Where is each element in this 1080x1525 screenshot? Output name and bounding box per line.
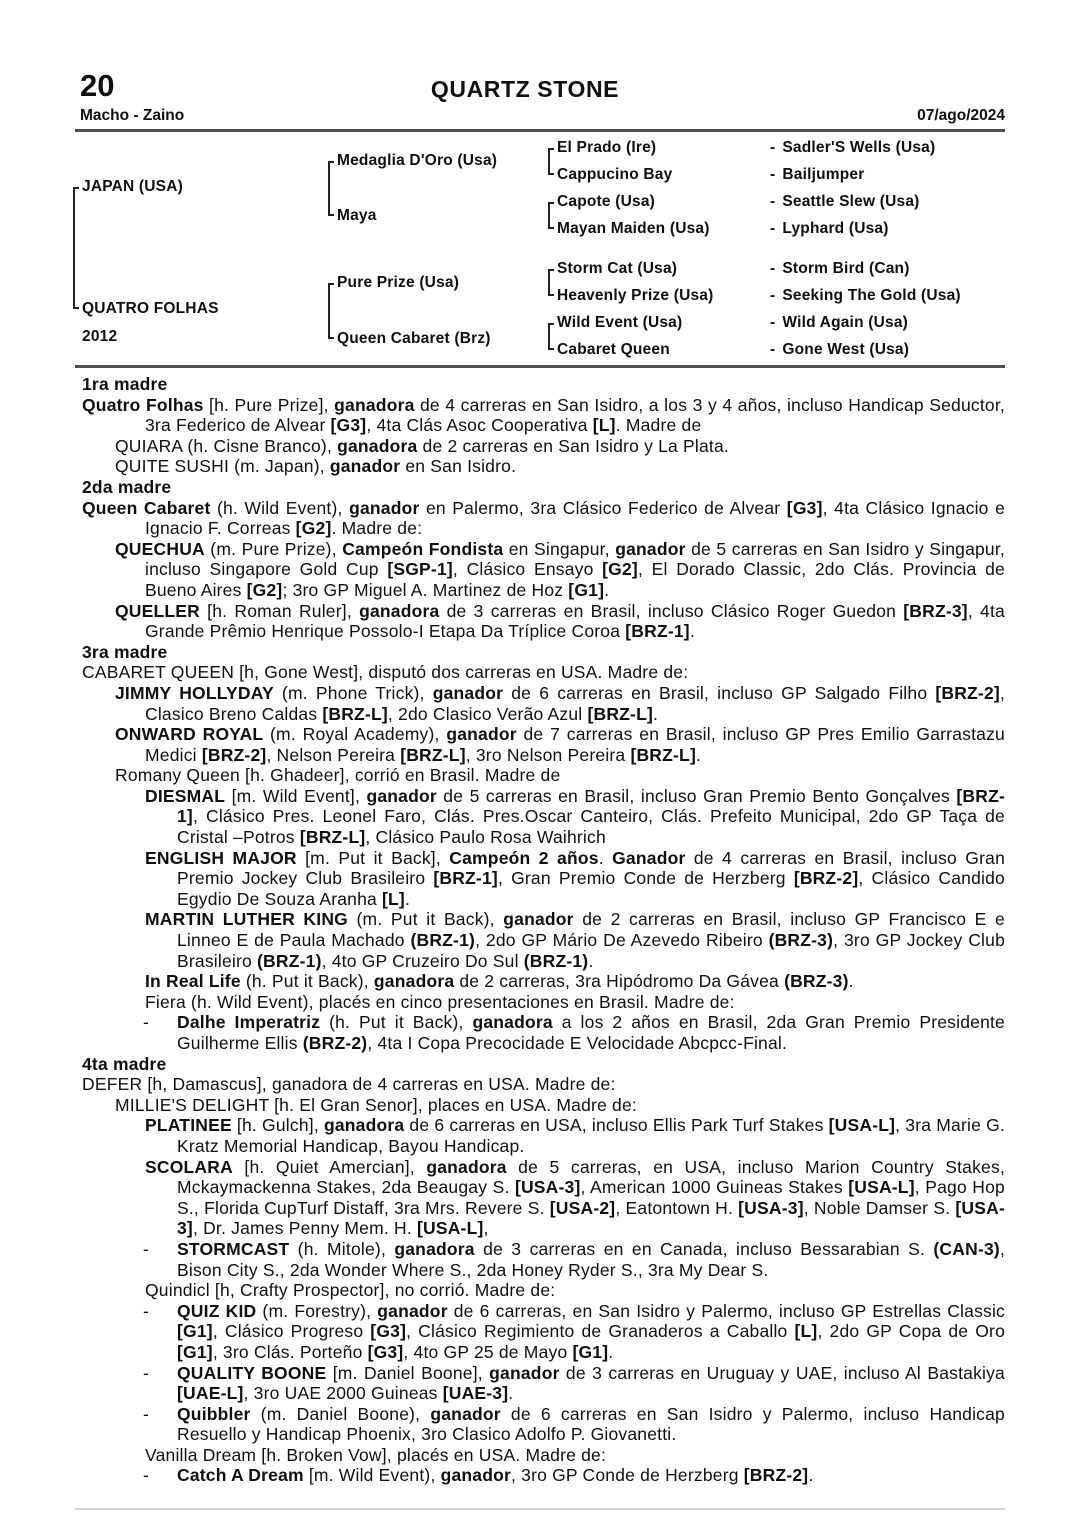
bold-text: [G3]: [370, 1321, 407, 1342]
pedigree-name: Queen Cabaret (Brz): [337, 330, 491, 347]
note-paragraph: [82, 395, 1005, 436]
text: de 5 carreras en Brasil, incluso Gran Premio Bento Gonçalves: [436, 785, 957, 806]
bold-text: [BRZ-L]: [587, 703, 653, 724]
pedigree-name-text: Seeking The Gold (Usa): [782, 287, 961, 304]
bold-text: (BRZ-1): [523, 950, 589, 971]
bold-text: (BRZ-1): [410, 930, 476, 951]
text: (m. Daniel Boone),: [250, 1403, 431, 1424]
pedigree-name-text: Sadler'S Wells (Usa): [782, 139, 936, 156]
bold-text: [BRZ-L]: [299, 827, 366, 848]
text: , 4to GP 25 de Mayo: [403, 1341, 573, 1362]
bold-text: [L]: [382, 888, 405, 909]
text: DEFER [h, Damascus], ganadora de 4 carreras en USA. Madre de:: [82, 1074, 616, 1095]
text: MILLIE'S DELIGHT [h. El Gran Senor], places en USA. Madre de:: [115, 1094, 637, 1115]
text: , Dr. James Penny Mem. H.: [192, 1218, 417, 1239]
bold-text: [BRZ-L]: [630, 744, 696, 765]
bottom-rule: [75, 1508, 1005, 1510]
bold-text: (BRZ-3): [784, 971, 849, 992]
note-paragraph: [82, 765, 1005, 786]
text: , 2do GP Mário De Azevedo Ribeiro: [475, 930, 769, 951]
text: , Pago Hop S., Florida CupTurf Distaff, 3ra Mrs. Revere S.: [177, 1177, 1005, 1218]
bold-text: [G2]: [295, 518, 332, 539]
text: a los 2 años en Brasil, 2da Gran Premio Presidente Guilherme Ellis: [177, 1012, 1005, 1053]
bold-text: ENGLISH MAJOR: [145, 847, 297, 868]
bold-text: [USA-L]: [828, 1115, 896, 1136]
note-paragraph: [82, 1465, 1005, 1486]
bold-text: (BRZ-2): [302, 1033, 368, 1053]
dash-marker: -: [143, 1300, 150, 1321]
bold-text: [USA-3]: [177, 1197, 1005, 1239]
bold-text: [BRZ-1]: [625, 621, 690, 642]
bold-text: (BRZ-3): [768, 930, 834, 951]
dash-marker: -: [143, 1403, 150, 1424]
note-paragraph: [82, 683, 1005, 724]
note-paragraph: [82, 1280, 1005, 1301]
text: [m. Put it Back],: [296, 847, 450, 868]
bold-text: ganadora: [337, 435, 418, 456]
section-heading: 4ta madre: [82, 1053, 167, 1074]
text: Quindicl [h, Crafty Prospector], no corrió. Madre de:: [145, 1280, 556, 1301]
note-paragraph: [82, 456, 1005, 477]
bold-text: [BRZ-1]: [433, 868, 498, 889]
bold-text: In Real Life: [145, 971, 241, 992]
bold-text: (CAN-3): [933, 1238, 1000, 1259]
pedigree-dash-marker: -: [770, 314, 776, 331]
pedigree-sire: JAPAN (USA): [82, 178, 183, 195]
bold-text: QUECHUA: [115, 538, 205, 559]
page-title: QUARTZ STONE: [430, 76, 620, 102]
text: , Clásico Candido Egydio De Souza Aranha: [177, 868, 1005, 909]
dash-marker: -: [143, 1238, 150, 1259]
pedigree-name-text: Storm Bird (Can): [782, 260, 910, 277]
bold-text: [USA-3]: [738, 1197, 804, 1218]
note-paragraph: [82, 1095, 1005, 1116]
bold-text: [BRZ-2]: [935, 682, 1000, 703]
text: de 3 carreras en Brasil, incluso Clásico Roger Guedon: [439, 600, 904, 621]
bold-text: SCOLARA: [145, 1156, 233, 1177]
text: [h. Pure Prize],: [203, 394, 335, 415]
text: .: [508, 1383, 514, 1404]
note-paragraph: [82, 1363, 1005, 1404]
note-paragraph: [82, 992, 1005, 1013]
pedigree-name: Cappucino Bay: [557, 166, 673, 183]
pedigree-dash-marker: -: [770, 260, 776, 277]
bold-text: [G1]: [572, 1341, 609, 1362]
gen3-bracket: [548, 202, 554, 229]
bold-text: ganador: [489, 1362, 560, 1383]
text: .: [604, 579, 610, 600]
section-heading: 2da madre: [82, 476, 172, 497]
text: , Gran Premio Conde de Herzberg: [497, 868, 794, 889]
bold-text: [UAE-L]: [177, 1383, 244, 1404]
text: , 4to GP Cruzeiro Do Sul: [321, 950, 524, 971]
dash-marker: -: [143, 1465, 150, 1486]
text: Fiera (h. Wild Event), placés en cinco presentaciones en Brasil. Madre de:: [145, 991, 735, 1012]
text: , 4ta I Copa Precocidade E Velocidade Abcpcc-Final.: [367, 1033, 788, 1053]
gen2-bracket-top: [328, 161, 334, 216]
note-paragraph: [82, 1074, 1005, 1095]
pedigree-name: [770, 260, 910, 278]
bold-text: [BRZ-1]: [177, 785, 1005, 827]
bold-text: QUIZ KID: [177, 1300, 257, 1321]
text: de 6 carreras en USA, incluso Ellis Park Turf Stakes: [404, 1115, 829, 1136]
bold-text: ganador: [446, 724, 517, 745]
text: , Clásico Progreso: [212, 1321, 371, 1342]
gen2-bracket-bottom: [328, 283, 334, 339]
text: , 4ta Clásico Ignacio e Ignacio F. Correas: [145, 497, 1006, 539]
note-paragraph: [82, 1404, 1005, 1445]
text: (h. Wild Event),: [210, 497, 350, 518]
bold-text: ganador: [615, 538, 686, 559]
pedigree-name: Heavenly Prize (Usa): [557, 287, 714, 304]
pedigree-dash-marker: -: [770, 139, 776, 156]
text: . Madre de: [615, 415, 702, 436]
bold-text: ganador: [366, 785, 437, 806]
bold-text: ganador: [329, 456, 401, 477]
pedigree-dash-marker: -: [770, 220, 776, 237]
text: , 3ro Clás. Porteño: [212, 1341, 368, 1362]
text: (h. Put it Back),: [240, 971, 374, 992]
bold-text: Quibbler: [177, 1403, 251, 1424]
text: ; 3ro GP Miguel A. Martinez de Hoz: [282, 579, 569, 600]
text: CABARET QUEEN [h, Gone West], disputó dos carreras en USA. Madre de:: [82, 662, 689, 683]
note-paragraph: [82, 909, 1005, 971]
text: , 4ta Clás Asoc Cooperativa: [366, 415, 593, 436]
text: .: [404, 888, 411, 909]
section-heading: 1ra madre: [82, 374, 168, 394]
bold-text: ganadora: [359, 600, 440, 621]
text: , 3ro Nelson Pereira: [465, 744, 631, 765]
bold-text: [SGP-1]: [387, 559, 453, 580]
bold-text: [L]: [592, 415, 616, 436]
text: (m. Put it Back),: [348, 909, 504, 930]
text: .: [848, 971, 854, 992]
text: [h. Gulch],: [231, 1115, 324, 1136]
text: Romany Queen [h. Ghadeer], corrió en Brasil. Madre de: [115, 765, 561, 786]
bold-text: [USA-L]: [416, 1218, 484, 1239]
note-paragraph: [82, 436, 1005, 457]
bold-text: QUALITY BOONE: [177, 1362, 327, 1383]
note-paragraph: [82, 971, 1005, 992]
bold-text: ganadora: [394, 1238, 475, 1259]
note-paragraph: [82, 1301, 1005, 1363]
text: en San Isidro.: [400, 456, 517, 477]
pedigree-name: [770, 341, 909, 359]
bold-text: [G2]: [602, 559, 638, 580]
text: Vanilla Dream [h. Broken Vow], placés en USA. Madre de:: [145, 1444, 607, 1465]
bold-text: MARTIN LUTHER KING: [145, 909, 348, 930]
bold-text: ganador: [377, 1300, 448, 1321]
text: (m. Pure Prize),: [204, 538, 343, 559]
birth-date: 07/ago/2024: [917, 107, 1005, 124]
pedigree-name: El Prado (Ire): [557, 139, 657, 156]
text: [m. Wild Event),: [303, 1465, 441, 1486]
pedigree-name-text: Wild Again (Usa): [782, 314, 909, 331]
text: , 2do GP Copa de Oro: [817, 1321, 1006, 1342]
bold-text: Campeón Fondista: [342, 538, 504, 559]
text: .: [598, 847, 613, 868]
text: . Madre de:: [331, 518, 423, 539]
bold-text: STORMCAST: [177, 1238, 290, 1259]
text: , Bison City S., 2da Wonder Where S., 2da Honey Ryder S., 3ra My Dear S.: [177, 1238, 1005, 1280]
note-paragraph: [82, 1012, 1005, 1053]
note-paragraph: [82, 498, 1005, 539]
pedigree-name-text: Lyphard (Usa): [782, 220, 889, 237]
bold-text: ganadora: [334, 394, 415, 415]
pedigree-name: Pure Prize (Usa): [337, 274, 460, 291]
pedigree-notes: [82, 374, 1005, 1486]
text: en Singapur,: [503, 538, 616, 559]
bold-text: [G3]: [330, 415, 367, 436]
bold-text: QUELLER: [115, 600, 201, 621]
bold-text: JIMMY HOLLYDAY: [115, 682, 274, 703]
pedigree-dam-year: 2012: [82, 328, 118, 345]
text: , 4ta Grande Prêmio Henrique Possolo-I Etapa Da Tríplice Coroa: [145, 600, 1005, 642]
text: (m. Royal Academy),: [263, 724, 447, 745]
text: .: [695, 744, 702, 765]
text: de 6 carreras en San Isidro y Palermo, incluso Handicap Resuello y Handicap Phoenix, 3ro Clasico Adolfo P. Giovanetti.: [177, 1403, 1005, 1445]
text: de 4 carreras en San Isidro, a los 3 y 4 años, incluso Handicap Seductor, 3ra Federico de Alvear: [145, 394, 1005, 436]
text: de 2 carreras en Brasil, incluso GP Francisco E e Linneo E de Paula Machado: [177, 909, 1005, 951]
text: , Eatontown H.: [615, 1197, 739, 1218]
text: .: [808, 1465, 814, 1486]
pedigree-table: [0, 132, 1080, 365]
bold-text: Ganador: [612, 847, 686, 868]
bold-text: ganadora: [472, 1012, 553, 1033]
note-paragraph: [82, 1157, 1005, 1239]
bold-text: [UAE-3]: [442, 1383, 509, 1404]
text: QUIARA (h. Cisne Branco),: [115, 435, 338, 456]
bold-text: [USA-2]: [549, 1197, 616, 1218]
bold-text: Catch A Dream: [177, 1465, 304, 1486]
text: de 3 carreras en en Canada, incluso Bessarabian S.: [474, 1238, 934, 1259]
pedigree-name: [770, 314, 908, 332]
pedigree-name: Storm Cat (Usa): [557, 260, 678, 277]
bold-text: [BRZ-2]: [793, 868, 859, 889]
bold-text: [USA-3]: [514, 1177, 581, 1198]
bold-text: [BRZ-2]: [201, 744, 267, 765]
text: (m. Phone Trick),: [273, 682, 433, 703]
pedigree-name: [770, 287, 961, 305]
bold-text: (BRZ-1): [257, 950, 322, 971]
page-number: 20: [80, 68, 115, 103]
note-paragraph: [82, 539, 1005, 601]
section-heading: 3ra madre: [82, 641, 168, 662]
bold-text: ganador: [430, 1403, 501, 1424]
bold-text: ganador: [503, 909, 574, 930]
bold-text: [G3]: [367, 1341, 404, 1362]
text: [h. Quiet Amercian],: [232, 1156, 427, 1177]
bold-text: ganador: [349, 497, 420, 518]
pedigree-name: Medaglia D'Oro (Usa): [337, 152, 498, 169]
text: (h. Mitole),: [289, 1238, 395, 1259]
pedigree-dash-marker: -: [770, 193, 776, 210]
text: .: [588, 950, 594, 971]
text: , Clásico Regimiento de Granaderos a Caballo: [406, 1321, 795, 1342]
text: , 3ro GP Jockey Club Brasileiro: [177, 930, 1005, 971]
text: de 5 carreras, en USA, incluso Marion Country Stakes, Mckaymackenna Stakes, 2da Beaugay S.: [177, 1156, 1006, 1198]
text: (h. Put it Back),: [320, 1012, 473, 1033]
text: , 3ro GP Conde de Herzberg: [511, 1465, 744, 1486]
pedigree-dash-marker: -: [770, 341, 776, 358]
text: , Nelson Pereira: [266, 744, 401, 765]
pedigree-name: [770, 193, 920, 211]
text: [m. Wild Event],: [225, 785, 367, 806]
text: de 2 carreras, 3ra Hipódromo Da Gávea: [454, 971, 785, 992]
note-paragraph: [82, 1115, 1005, 1156]
gen3-bracket: [548, 323, 554, 350]
pedigree-dam: QUATRO FOLHAS: [82, 300, 219, 317]
bold-text: ganadora: [323, 1115, 405, 1136]
note-paragraph: [82, 786, 1005, 848]
text: de 5 carreras en San Isidro y Singapur, incluso Singapore Gold Cup: [145, 538, 1005, 580]
pedigree-name: [770, 220, 889, 238]
note-paragraph: [82, 1445, 1005, 1466]
dash-marker: -: [143, 1012, 150, 1033]
pedigree-rule: [75, 365, 1005, 368]
pedigree-name: Wild Event (Usa): [557, 314, 683, 331]
note-paragraph: [82, 848, 1005, 910]
text: .: [689, 621, 695, 642]
text: , American 1000 Guineas Stakes: [580, 1177, 849, 1198]
pedigree-name-text: Seattle Slew (Usa): [782, 193, 920, 210]
text: , Clásico Ensayo: [452, 559, 603, 580]
text: , 3ra Marie G. Kratz Memorial Handicap, Bayou Handicap.: [177, 1115, 1005, 1156]
pedigree-name: [770, 166, 864, 184]
bold-text: [G1]: [568, 579, 605, 600]
note-paragraph: [82, 1239, 1005, 1280]
gen3-bracket: [548, 269, 554, 296]
bold-text: [BRZ-L]: [400, 744, 466, 765]
text: , El Dorado Classic, 2do Clás. Provincia de Bueno Aires: [145, 559, 1005, 600]
bold-text: [USA-L]: [848, 1177, 915, 1198]
text: [h. Roman Ruler],: [200, 600, 360, 621]
bold-text: ganadora: [426, 1156, 507, 1177]
bold-text: Campeón 2 años: [449, 847, 599, 868]
gen1-bracket: [73, 187, 79, 309]
text: de 3 carreras en Uruguay y UAE, incluso Al Bastakiya: [559, 1362, 1005, 1383]
bold-text: [G2]: [246, 579, 283, 600]
text: , Clasico Breno Caldas: [145, 682, 1005, 724]
note-paragraph: [82, 601, 1005, 642]
text: de 7 carreras en Brasil, incluso GP Pres Emilio Garrastazu Medici: [145, 724, 1005, 765]
pedigree-dash-marker: -: [770, 287, 776, 304]
bold-text: Queen Cabaret: [82, 497, 211, 518]
bold-text: ONWARD ROYAL: [115, 724, 264, 745]
bold-text: [BRZ-L]: [322, 703, 388, 724]
bold-text: [BRZ-2]: [743, 1465, 809, 1486]
text: QUITE SUSHI (m. Japan),: [115, 456, 330, 477]
note-paragraph: [82, 724, 1005, 765]
pedigree-name: Mayan Maiden (Usa): [557, 220, 710, 237]
gen3-bracket: [548, 148, 554, 175]
bold-text: [L]: [794, 1321, 818, 1342]
bold-text: [G3]: [786, 497, 823, 518]
text: , 3ro UAE 2000 Guineas: [243, 1383, 443, 1404]
pedigree-name-text: Bailjumper: [782, 166, 865, 183]
bold-text: ganadora: [373, 971, 455, 992]
pedigree-name: Capote (Usa): [557, 193, 655, 210]
text: ,: [483, 1218, 489, 1239]
pedigree-name: Maya: [337, 207, 377, 224]
text: de 2 carreras en San Isidro y La Plata.: [417, 435, 729, 456]
text: , Clásico Pres. Leonel Faro, Clás. Pres.Oscar Canteiro, Clás. Prefeito Municipal, 2do GP Taça de Cristal –Potros: [177, 806, 1005, 848]
text: .: [608, 1341, 614, 1362]
note-paragraph: [82, 662, 1005, 683]
text: [m. Daniel Boone],: [326, 1362, 490, 1383]
text: (m. Forestry),: [256, 1300, 378, 1321]
pedigree-name: Cabaret Queen: [557, 341, 670, 358]
pedigree-name-text: Gone West (Usa): [782, 341, 910, 358]
bold-text: [G1]: [177, 1341, 213, 1362]
text: , Clásico Paulo Rosa Waihrich: [365, 827, 606, 848]
text: , 2do Clasico Verão Azul: [387, 703, 588, 724]
text: en Palermo, 3ra Clásico Federico de Alvear: [419, 497, 787, 518]
horse-sex-coat: Macho - Zaino: [80, 107, 185, 124]
bold-text: Quatro Folhas: [82, 394, 204, 415]
text: de 6 carreras, en San Isidro y Palermo, incluso GP Estrellas Classic: [447, 1300, 1006, 1321]
bold-text: ganador: [432, 682, 504, 703]
bold-text: ganador: [440, 1465, 512, 1486]
text: de 6 carreras en Brasil, incluso GP Salgado Filho: [503, 682, 936, 703]
text: de 4 carreras en Brasil, incluso Gran Premio Jockey Club Brasileiro: [177, 847, 1006, 889]
text: , Noble Damser S.: [803, 1197, 956, 1218]
text: .: [653, 703, 659, 724]
bold-text: [G1]: [177, 1321, 213, 1342]
bold-text: Dalhe Imperatriz: [177, 1012, 321, 1033]
dash-marker: -: [143, 1362, 150, 1383]
bold-text: DIESMAL: [145, 785, 226, 806]
bold-text: PLATINEE: [145, 1115, 232, 1136]
pedigree-name: [770, 139, 935, 157]
pedigree-dash-marker: -: [770, 166, 776, 183]
bold-text: [BRZ-3]: [903, 600, 968, 621]
